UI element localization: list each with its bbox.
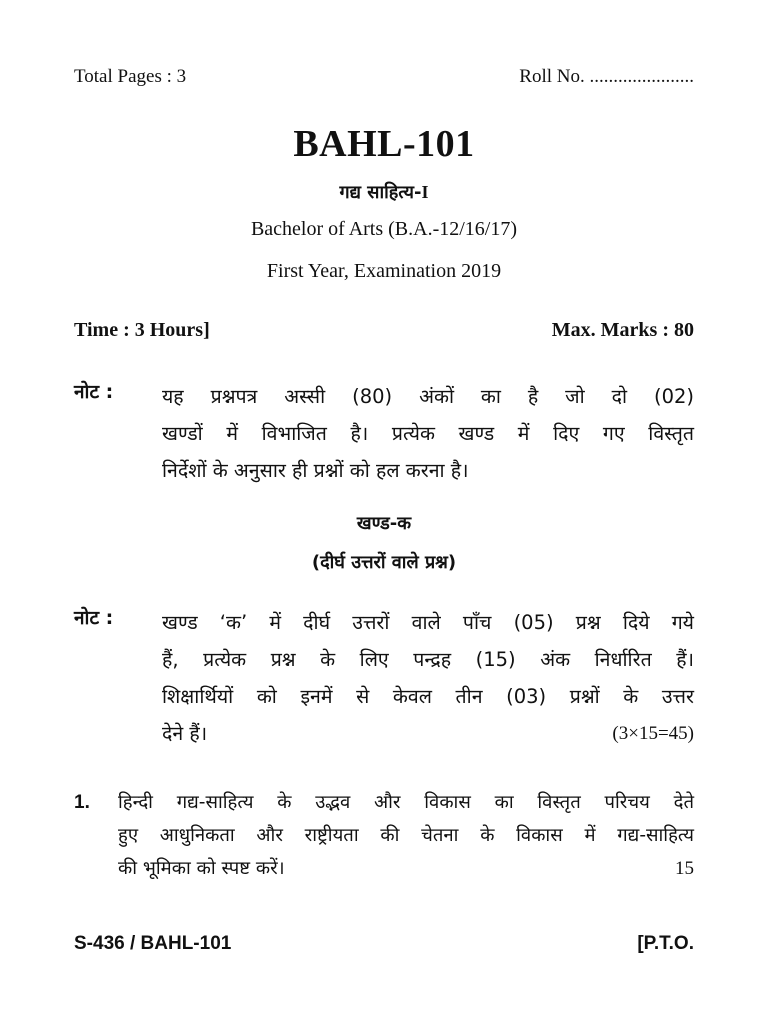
paper-code: S-436 / BAHL-101 [74,933,232,954]
note-line: देने हैं। [162,722,208,745]
note-last-line [162,715,694,752]
program-name: Bachelor of Arts (B.A.-12/16/17) [250,218,518,240]
question-line: की भूमिका को स्पष्ट करें। [118,858,285,879]
note-line: हैं, प्रत्येक प्रश्न के लिए पन्द्रह (15) अंक निर्धारित हैं। [162,648,694,671]
note-body [162,378,694,489]
section-note [74,604,694,752]
roll-number: Roll No. ...................... [519,66,694,87]
note-line: खण्डों में विभाजित है। प्रत्येक खण्ड में दिए गए विस्तृत [162,422,694,445]
subject-hindi: गद्य साहित्य- [339,182,422,203]
question-marks: 15 [675,858,694,879]
course-code: BAHL-101 [293,123,475,165]
note-body [162,604,694,752]
total-pages: Total Pages : 3 [74,66,187,87]
footer-row [74,933,694,955]
note-label: नोट : [74,607,114,629]
subject-suffix: I [421,182,429,202]
note-label: नोट : [74,381,114,403]
meta-row [74,319,694,342]
time-allowed: Time : 3 Hours] [74,319,210,341]
section-title: खण्ड-क [356,513,412,534]
section-subtitle: (दीर्घ उत्तरों वाले प्रश्न) [311,552,457,573]
general-note [74,378,694,489]
max-marks: Max. Marks : 80 [551,319,694,341]
header-row [74,66,694,88]
question-line: हिन्दी गद्य-साहित्य के उद्भव और विकास का विस्तृत परिचय देते [118,792,694,813]
exam-year: First Year, Examination 2019 [266,260,502,282]
note-line: निर्देशों के अनुसार ही प्रश्नों को हल करना है। [162,459,469,482]
question-body [118,786,694,885]
course-subject [0,180,768,204]
question-last-line [118,852,694,885]
section-marks: (3×15=45) [612,723,694,744]
question-item [74,786,694,885]
question-number: 1. [74,792,90,813]
question-line: हुए आधुनिकता और राष्ट्रीयता की चेतना के विकास में गद्य-साहित्य [118,825,694,846]
note-line: यह प्रश्नपत्र अस्सी (80) अंकों का है जो दो (02) [162,385,694,408]
pto-label: [P.T.O. [637,933,694,954]
note-line: शिक्षार्थियों को इनमें से केवल तीन (03) प्रश्नों के उत्तर [162,685,694,708]
note-line: खण्ड ‘क’ में दीर्घ उत्तरों वाले पाँच (05) प्रश्न दिये गये [162,611,694,634]
